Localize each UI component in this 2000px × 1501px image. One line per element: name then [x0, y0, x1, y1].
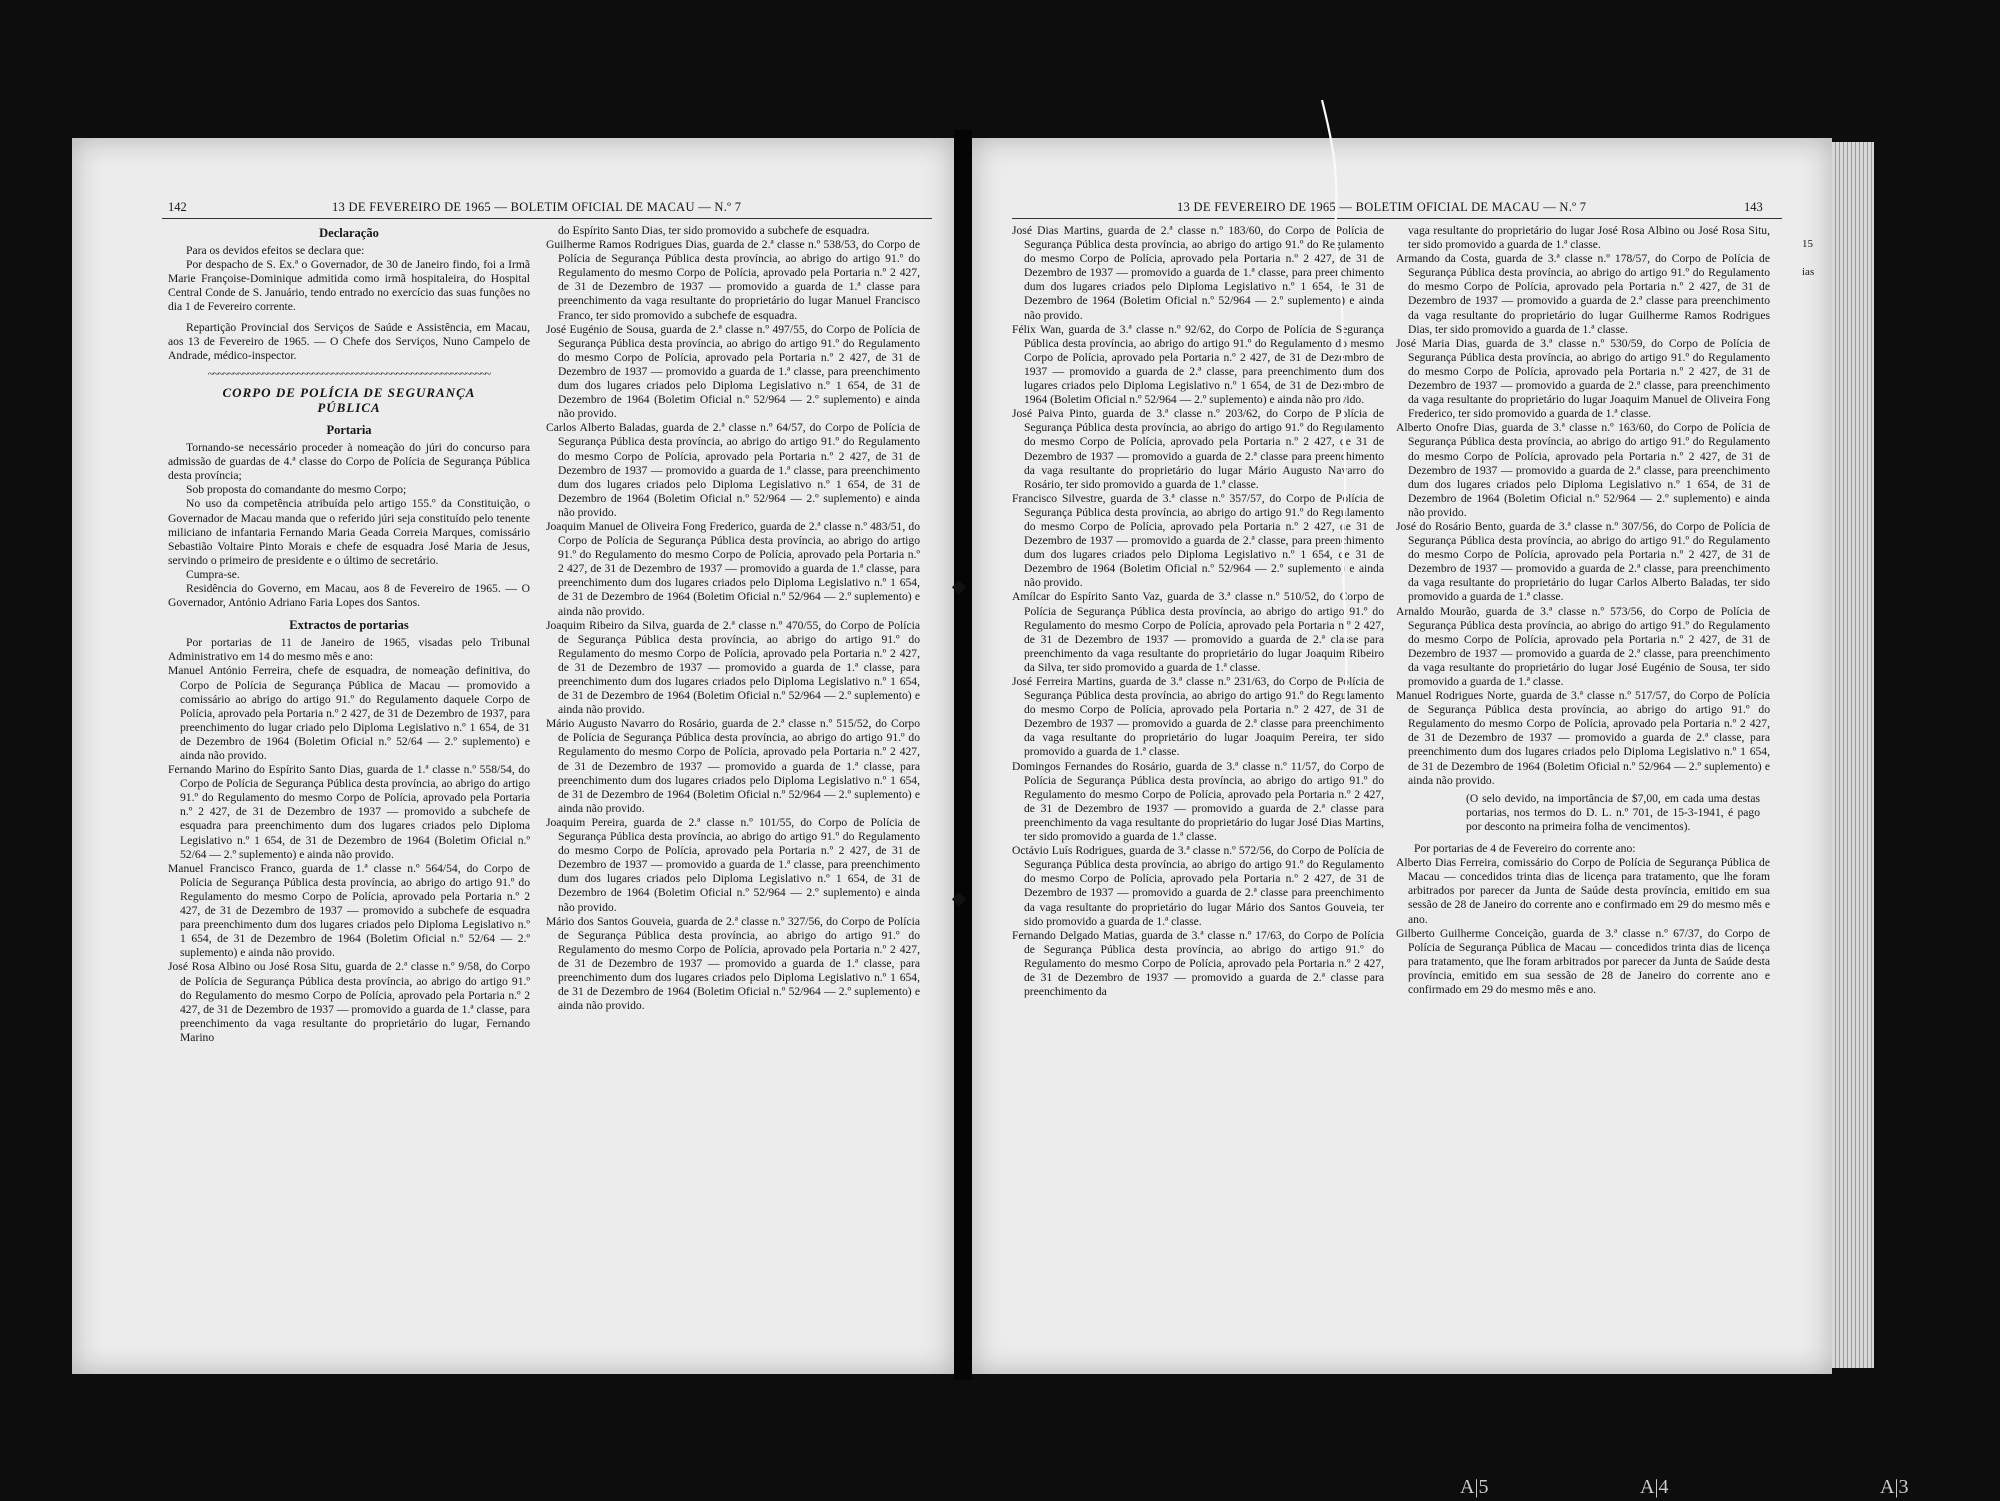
portaria-paragraph: No uso da competência atribuída pelo artigo 155.º da Constituição, o Governador de Macau manda que o referido júri seja constituído pelo tenente miliciano de infantaria Fernando Maria Geada Correia Marques, comissário Sebastião Voltaire Pinto Morais e chefe de esquadra José Maria de Jesus, servindo o primeiro de presidente e o último de secretário.: [168, 497, 530, 567]
entry: Joaquim Ribeiro da Silva, guarda de 2.ª classe n.º 470/55, do Corpo de Polícia de Segurança Pública desta província, ao abrigo do artigo 91.º do Regulamento do mesmo Corpo de Polícia, aprovado pela Portaria n.º 2 427, de 31 de Dezembro de 1937 — promovido a guarda de 1.ª classe, para preenchimento dum dos lugares criados pelo Diploma Legislativo n.º 1 654, de 31 de Dezembro de 1964 (Boletim Oficial n.º 52/964 — 2.º suplemento) e ainda não provido.: [546, 618, 920, 717]
february-intro: Por portarias de 4 de Fevereiro do corrente ano:: [1414, 842, 1636, 856]
entry: Gilberto Guilherme Conceição, guarda de 3.ª classe n.º 67/37, do Corpo de Polícia de Segurança Pública de Macau — concedidos trinta dias de licença para tratamento, que lhe foram arbitrados por parecer da Junta de Saúde desta província, emitido em sua sessão de 28 de Janeiro do corrente ano e confirmado em 29 do mesmo mês e ano.: [1396, 926, 1770, 996]
entry: Octávio Luís Rodrigues, guarda de 3.ª classe n.º 572/56, do Corpo de Polícia de Segurança Pública desta província, ao abrigo do artigo 91.º do Regulamento do mesmo Corpo de Polícia, aprovado pela Portaria n.º 2 427, de 31 de Dezembro de 1937 — promovido a guarda de 2.ª classe para preenchimento da vaga resultante do proprietário do lugar Mário dos Santos Gouveia, ter sido promovido a guarda de 1.ª classe.: [1012, 844, 1384, 928]
entry: José Dias Martins, guarda de 2.ª classe n.º 183/60, do Corpo de Polícia de Segurança Pública desta província, ao abrigo do artigo 91.º do Regulamento do mesmo Corpo de Polícia, aprovado pela Portaria n.º 2 427, de 31 de Dezembro de 1937 — promovido a guarda de 1.ª classe, para preenchimento dum dos lugares criados pelo Diploma Legislativo n.º 1 654, de 31 de Dezembro de 1964 (Boletim Oficial n.º 52/964 — 2.º suplemento) e ainda não provido.: [1012, 224, 1384, 322]
corpo-title-line-1: CORPO DE POLÍCIA DE SEGURANÇA: [222, 384, 476, 400]
page-header: 13 DE FEVEREIRO DE 1965 — BOLETIM OFICIAL DE MACAU — N.º 7: [332, 200, 742, 214]
entry: Mário Augusto Navarro do Rosário, guarda de 2.ª classe n.º 515/52, do Corpo de Polícia de Segurança Pública desta província, ao abrigo do artigo 91.º do Regulamento do mesmo Corpo de Polícia, aprovado pela Portaria n.º 2 427, de 31 de Dezembro de 1937 — promovido a guarda de 1.ª classe, para preenchimento dum dos lugares criados pelo Diploma Legislativo n.º 1 654, de 31 de Dezembro de 1964 (Boletim Oficial n.º 52/964 — 2.º suplemento) e ainda não provido.: [546, 717, 920, 815]
entry: Armando da Costa, guarda de 3.ª classe n.º 178/57, do Corpo de Polícia de Segurança Pública desta província, ao abrigo do artigo 91.º do Regulamento do mesmo Corpo de Polícia, aprovado pela Portaria n.º 2 427, de 31 de Dezembro de 1937 — promovido a guarda de 2.ª classe para preenchimento da vaga resultante do proprietário do lugar Guilherme Ramos Rodrigues Dias, ter sido promovido a guarda de 1.ª classe.: [1396, 252, 1770, 336]
entry-continuation: vaga resultante do proprietário do lugar José Rosa Albino ou José Rosa Situ, ter sido promovido a guarda de 1.ª classe.: [1408, 224, 1770, 252]
margin-fragment: 15: [1802, 238, 1813, 250]
paper-crack-line: [1318, 100, 1378, 820]
entry: Domingos Fernandes do Rosário, guarda de 3.ª classe n.º 11/57, do Corpo de Polícia de Segurança Pública desta província, ao abrigo do artigo 91.º do Regulamento do mesmo Corpo de Polícia, aprovado pela Portaria n.º 2 427, de 31 de Dezembro de 1937 — promovido a guarda de 2.ª classe para preenchimento da vaga resultante do proprietário do lugar José Dias Martins, ter sido promovido a guarda de 1.ª classe.: [1012, 759, 1384, 844]
section-divider: ~~~~~~~~~~~~~~~~~~~~~~~~~~~~~~~~~~~~~~~~~~~~~~~~~~~~~~~~~: [207, 367, 491, 380]
portaria-paragraph: Sob proposta do comandante do mesmo Corpo;: [186, 483, 407, 497]
entry: Arnaldo Mourão, guarda de 3.ª classe n.º 573/56, do Corpo de Polícia de Segurança Pública desta província, ao abrigo do artigo 91.º do Regulamento do mesmo Corpo de Polícia, aprovado pela Portaria n.º 2 427, de 31 de Dezembro de 1937 — promovido a guarda de 2.ª classe, para preenchimento da vaga resultante do proprietário do lugar José Eugénio de Sousa, ter sido promovido a guarda de 1.ª classe.: [1396, 604, 1770, 688]
declaracao-signature: Repartição Provincial dos Serviços de Saúde e Assistência, em Macau, aos 13 de Fevereiro de 1965. — O Chefe dos Serviços, Nuno Campelo de Andrade, médico-inspector.: [168, 320, 530, 362]
entry: José Rosa Albino ou José Rosa Situ, guarda de 2.ª classe n.º 9/58, do Corpo de Polícia de Segurança Pública desta província, ao abrigo do artigo 91.º do Regulamento do mesmo Corpo de Polícia, aprovado pela Portaria n.º 2 427, de 31 de Dezembro de 1937 — promovido a guarda de 1.ª classe, para preenchimento da vaga resultante do proprietário do lugar, Fernando Marino: [168, 960, 530, 1044]
header-rule: [162, 218, 932, 219]
book-gutter: [954, 130, 972, 1380]
binding-mark: ◆: [952, 576, 966, 596]
margin-fragment: ias: [1802, 266, 1815, 278]
entry: Félix Wan, guarda de 3.ª classe n.º 92/62, do Corpo de Polícia de Segurança Pública desta província, ao abrigo do artigo 91.º do Regulamento do mesmo Corpo de Polícia, aprovado pela Portaria n.º 2 427, de 31 de Dezembro de 1937 — promovido a guarda de 2.ª classe, para preenchimento dum dos lugares criados pelo Diploma Legislativo n.º 1 654, de 31 de Dezembro de 1964 (Boletim Oficial n.º 52/964 — 2.º suplemento) e ainda não provido.: [1012, 322, 1384, 407]
margin-fragments: [1802, 230, 1830, 286]
entry: Manuel António Ferreira, chefe de esquadra, de nomeação definitiva, do Corpo de Polícia de Segurança Pública de Macau — promovido a comissário ao abrigo do artigo 91.º do Regulamento daquele Corpo de Polícia, aprovado pela Portaria n.º 2 427, de 31 de Dezembro de 1937, para preenchimento do lugar criado pelo Diploma Legislativo n.º 1 654, de 31 de Dezembro de 1964 (Boletim Oficial n.º 52/64 — 2.º suplemento) e ainda não provido.: [168, 664, 530, 762]
entry: José Eugénio de Sousa, guarda de 2.ª classe n.º 497/55, do Corpo de Polícia de Segurança Pública desta província, ao abrigo do artigo 91.º do Regulamento do mesmo Corpo de Polícia, aprovado pela Portaria n.º 2 427, de 31 de Dezembro de 1937 — promovido a guarda de 1.ª classe, para preenchimento dum dos lugares criados pelo Diploma Legislativo n.º 1 654, de 31 de Dezembro de 1964 (Boletim Oficial n.º 52/964 — 2.º suplemento) e ainda não provido.: [546, 322, 920, 421]
header-rule: [1012, 218, 1782, 219]
entry: José Ferreira Martins, guarda de 3.ª classe n.º 231/63, do Corpo de Polícia de Segurança Pública desta província, ao abrigo do artigo 91.º do Regulamento do mesmo Corpo de Polícia, aprovado pela Portaria n.º 2 427, de 31 de Dezembro de 1937 — promovido a guarda de 2.ª classe para preenchimento da vaga resultante do proprietário do lugar Joaquim Pereira, ter sido promovido a guarda de 1.ª classe.: [1012, 675, 1384, 759]
entry: Alberto Dias Ferreira, comissário do Corpo de Polícia de Segurança Pública de Macau — concedidos trinta dias de licença para tratamento, que lhe foram arbitrados por parecer da Junta de Saúde desta província, emitido em sua sessão de 28 de Janeiro do corrente ano e confirmado em 29 do mesmo mês e ano.: [1396, 856, 1770, 926]
entry: José Paiva Pinto, guarda de 3.ª classe n.º 203/62, do Corpo de Polícia de Segurança Pública desta província, ao abrigo do artigo 91.º do Regulamento do mesmo Corpo de Polícia, aprovado pela Portaria n.º 2 427, de 31 de Dezembro de 1937 — promovido a guarda de 2.ª classe para preenchimento da vaga resultante do proprietário do lugar Mário Augusto Navarro do Rosário, ter sido promovido a guarda de 1.ª classe.: [1012, 407, 1384, 491]
corpo-title: [168, 385, 530, 415]
extractos-intro: Por portarias de 11 de Janeiro de 1965, visadas pelo Tribunal Administrativo em 14 do mesmo mês e ano:: [168, 636, 530, 664]
selo-note: (O selo devido, na importância de $7,00, em cada uma destas portarias, nos termos do D. L. n.º 701, de 15-3-1941, é pago por desconto na primeira folha de vencimentos).: [1466, 791, 1760, 833]
left-column-2: [546, 224, 920, 1013]
frame-marker: A|5: [1460, 1476, 1489, 1498]
frame-marker: A|4: [1640, 1476, 1669, 1498]
entry: Alberto Onofre Dias, guarda de 3.ª classe n.º 163/60, do Corpo de Polícia de Segurança Pública desta província, ao abrigo do artigo 91.º do Regulamento do mesmo Corpo de Polícia, aprovado pela Portaria n.º 2 427, de 31 de Dezembro de 1937 — promovido a guarda de 2.ª classe, para preenchimento dum dos lugares criados pelo Diploma Legislativo n.º 1 654, de 31 de Dezembro de 1964 (Boletim Oficial n.º 52/964 — 2.º suplemento) e ainda não provido.: [1396, 421, 1770, 519]
entry: Manuel Francisco Franco, guarda de 1.ª classe n.º 564/54, do Corpo de Polícia de Segurança Pública desta província, ao abrigo do artigo 91.º do Regulamento do mesmo Corpo de Polícia, aprovado pela Portaria n.º 2 427, de 31 de Dezembro de 1937 — promovido a subchefe de esquadra para preenchimento dum dos lugares criados pelo Diploma Legislativo n.º 1 654, de 31 de Dezembro de 1964 (Boletim Oficial n.º 52/64 — 2.º suplemento) e ainda não provido.: [168, 861, 530, 960]
entry: Amílcar do Espírito Santo Vaz, guarda de 3.ª classe n.º 510/52, do Corpo de Polícia de Segurança Pública desta província, ao abrigo do artigo 91.º do Regulamento do mesmo Corpo de Polícia, aprovado pela Portaria n.º 2 427, de 31 de Dezembro de 1937 — promovido a guarda de 2.ª classe para preenchimento da vaga resultante do proprietário do lugar Joaquim Ribeiro da Silva, ter sido promovido a guarda de 1.ª classe.: [1012, 590, 1384, 674]
corpo-title-line-2: PÚBLICA: [317, 399, 381, 415]
extractos-title: Extractos de portarias: [289, 618, 409, 633]
entry-continuation: do Espírito Santo Dias, ter sido promovido a subchefe de esquadra.: [558, 224, 870, 237]
entry: Fernando Marino do Espírito Santo Dias, guarda de 1.ª classe n.º 558/54, do Corpo de Polícia de Segurança Pública desta província, ao abrigo do artigo 91.º do Regulamento do mesmo Corpo de Polícia, aprovado pela Portaria n.º 2 427, de 31 de Dezembro de 1937 — promovido a subchefe de esquadra para preenchimento dum dos lugares criados pelo Diploma Legislativo n.º 1 654, de 31 de Dezembro de 1964 (Boletim Oficial n.º 52/64 — 2.º suplemento) e ainda não provido.: [168, 763, 530, 861]
entry: José do Rosário Bento, guarda de 3.ª classe n.º 307/56, do Corpo de Polícia de Segurança Pública desta província, ao abrigo do artigo 91.º do Regulamento do mesmo Corpo de Polícia, aprovado pela Portaria n.º 2 427, de 31 de Dezembro de 1937 — promovido a guarda de 2.ª classe, para preenchimento da vaga resultante do proprietário do lugar Carlos Alberto Baladas, ter sido promovido a guarda de 1.ª classe.: [1396, 519, 1770, 604]
portaria-title: Portaria: [326, 422, 372, 437]
portaria-signature: Residência do Governo, em Macau, aos 8 de Fevereiro de 1965. — O Governador, António Adriano Faria Lopes dos Santos.: [168, 581, 530, 610]
entry: Joaquim Manuel de Oliveira Fong Frederico, guarda de 2.ª classe n.º 483/51, do Corpo de Polícia de Segurança Pública desta província, ao abrigo do artigo 91.º do Regulamento do mesmo Corpo de Polícia, aprovado pela Portaria n.º 2 427, de 31 de Dezembro de 1937 — promovido a guarda de 1.ª classe, para preenchimento dum dos lugares criados pelo Diploma Legislativo n.º 1 654, de 31 de Dezembro de 1964 (Boletim Oficial n.º 52/964 — 2.º suplemento) e ainda não provido.: [546, 519, 920, 618]
portaria-paragraph: Tornando-se necessário proceder à nomeação do júri do concurso para admissão de guardas de 4.ª classe do Corpo de Polícia de Segurança Pública desta província;: [168, 441, 530, 483]
declaracao-intro: Para os devidos efeitos se declara que:: [186, 244, 365, 258]
entry: Guilherme Ramos Rodrigues Dias, guarda de 2.ª classe n.º 538/53, do Corpo de Polícia de Segurança Pública desta província, ao abrigo do artigo 91.º do Regulamento do mesmo Corpo de Polícia, aprovado pela Portaria n.º 2 427, de 31 de Dezembro de 1937 — promovido a guarda de 1.ª classe para preenchimento da vaga resultante do proprietário do lugar Manuel Francisco Franco, ter sido promovido a subchefe de esquadra.: [546, 238, 920, 322]
declaracao-title: Declaração: [319, 226, 379, 240]
entry: José Maria Dias, guarda de 3.ª classe n.º 530/59, do Corpo de Polícia de Segurança Pública desta província, ao abrigo do artigo 91.º do Regulamento do mesmo Corpo de Polícia, aprovado pela Portaria n.º 2 427, de 31 de Dezembro de 1937 — promovido a guarda de 2.ª classe, para preenchimento da vaga resultante do proprietário do lugar Joaquim Manuel de Oliveira Fong Frederico, ter sido promovido a guarda de 1.ª classe.: [1396, 336, 1770, 421]
left-page: [72, 138, 954, 1374]
portaria-paragraph: Cumpra-se.: [186, 567, 240, 581]
page-number: 143: [1744, 200, 1763, 214]
entry: Carlos Alberto Baladas, guarda de 2.ª classe n.º 64/57, do Corpo de Polícia de Segurança Pública desta província, ao abrigo do artigo 91.º do Regulamento do mesmo Corpo de Polícia, aprovado pela Portaria n.º 2 427, de 31 de Dezembro de 1937 — promovido a guarda de 1.ª classe, para preenchimento dum dos lugares criados pelo Diploma Legislativo n.º 1 654, de 31 de Dezembro de 1964 (Boletim Oficial n.º 52/964 — 2.º suplemento) e ainda não provido.: [546, 421, 920, 519]
page-header: 13 DE FEVEREIRO DE 1965 — BOLETIM OFICIAL DE MACAU — N.º 7: [1177, 200, 1587, 214]
entry: Mário dos Santos Gouveia, guarda de 2.ª classe n.º 327/56, do Corpo de Polícia de Segurança Pública desta província, ao abrigo do artigo 91.º do Regulamento do mesmo Corpo de Polícia, aprovado pela Portaria n.º 2 427, de 31 de Dezembro de 1937 — promovido a guarda de 1.ª classe, para preenchimento dum dos lugares criados pelo Diploma Legislativo n.º 1 654, de 31 de Dezembro de 1964 (Boletim Oficial n.º 52/964 — 2.º suplemento) e ainda não provido.: [546, 914, 920, 1013]
entry: Joaquim Pereira, guarda de 2.ª classe n.º 101/55, do Corpo de Polícia de Segurança Pública desta província, ao abrigo do artigo 91.º do Regulamento do mesmo Corpo de Polícia, aprovado pela Portaria n.º 2 427, de 31 de Dezembro de 1937 — promovido a guarda de 1.ª classe, para preenchimento dum dos lugares criados pelo Diploma Legislativo n.º 1 654, de 31 de Dezembro de 1964 (Boletim Oficial n.º 52/964 — 2.º suplemento) e ainda não provido.: [546, 815, 920, 914]
declaracao-body: Por despacho de S. Ex.ª o Governador, de 30 de Janeiro findo, foi a Irmã Marie Françoise-Dominique admitida como irmã hospitaleira, do Hospital Central Conde de S. Januário, tendo entrado no exercício das suas funções no dia 1 de Fevereiro corrente.: [168, 258, 530, 314]
entry: Fernando Delgado Matias, guarda de 3.ª classe n.º 17/63, do Corpo de Polícia de Segurança Pública desta província, ao abrigo do artigo 91.º do Regulamento do mesmo Corpo de Polícia, aprovado pela Portaria n.º 2 427, de 31 de Dezembro de 1937 — promovido a guarda de 2.ª classe para preenchimento da: [1012, 928, 1384, 999]
page-number: 142: [168, 200, 187, 214]
entry: Francisco Silvestre, guarda de 3.ª classe n.º 357/57, do Corpo de Polícia de Segurança Pública desta província, ao abrigo do artigo 91.º do Regulamento do mesmo Corpo de Polícia, aprovado pela Portaria n.º 2 427, de 31 de Dezembro de 1937 — promovido a guarda de 2.ª classe, para preenchimento dum dos lugares criados pelo Diploma Legislativo n.º 1 654, de 31 de Dezembro de 1964 (Boletim Oficial n.º 52/964 — 2.º suplemento) e ainda não provido.: [1012, 491, 1384, 590]
film-strip: [0, 1474, 2000, 1501]
right-column-2: [1396, 224, 1770, 997]
right-page: [972, 138, 1832, 1374]
entry: Manuel Rodrigues Norte, guarda de 3.ª classe n.º 517/57, do Corpo de Polícia de Segurança Pública desta província, ao abrigo do artigo 91.º do Regulamento do mesmo Corpo de Polícia, aprovado pela Portaria n.º 2 427, de 31 de Dezembro de 1937 — promovido a guarda de 2.ª classe, para preenchimento dum dos lugares criados pelo Diploma Legislativo n.º 1 654, de 31 de Dezembro de 1964 (Boletim Oficial n.º 52/964 — 2.º suplemento) e ainda não provido.: [1396, 689, 1770, 787]
left-column-1: [168, 224, 530, 1045]
binding-mark: ◆: [952, 888, 966, 908]
page-edges: [1832, 142, 1874, 1368]
frame-marker: A|3: [1880, 1476, 1909, 1498]
